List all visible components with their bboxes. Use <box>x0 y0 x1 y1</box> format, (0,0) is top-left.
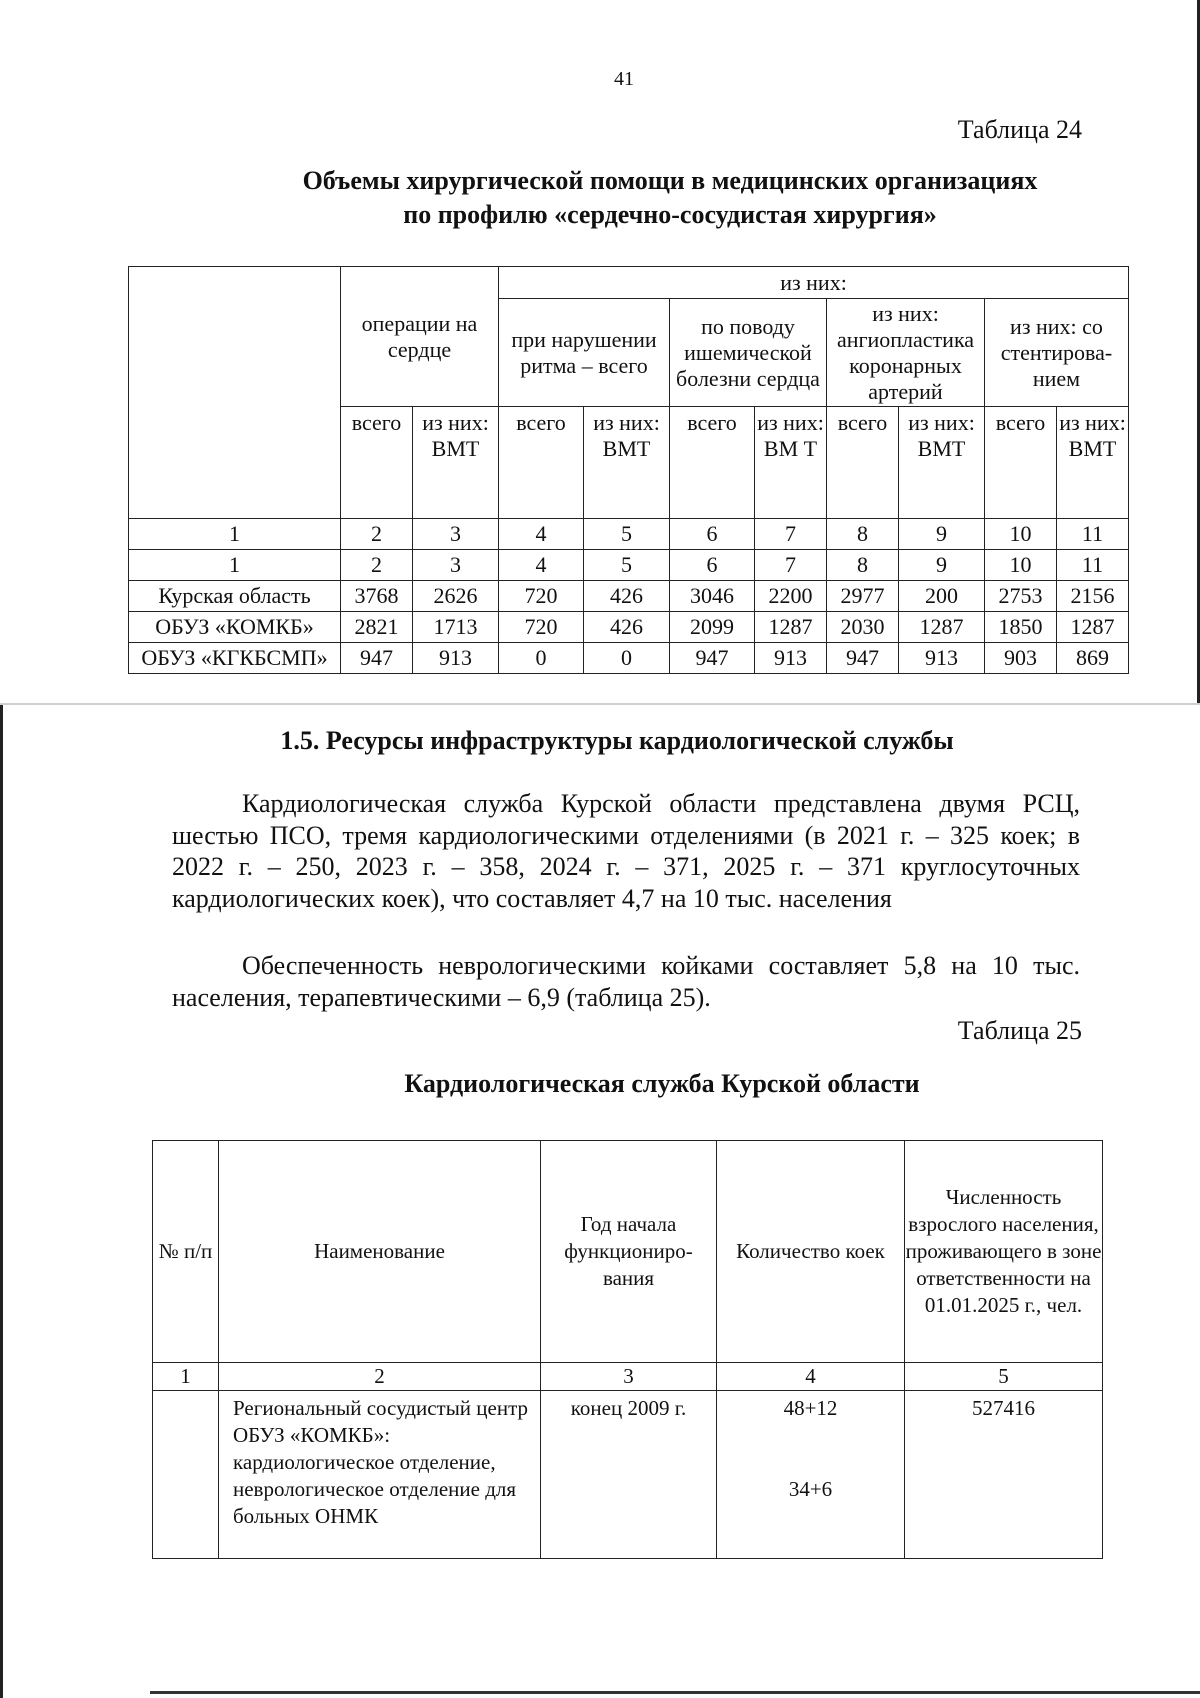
table-cell: 913 <box>755 643 827 674</box>
row-name-cell: Региональный сосудистый центр ОБУЗ «КОМКБ»: кардиологическое отделение, неврологическое отделение для больных ОНМК <box>219 1391 541 1559</box>
column-number: 5 <box>905 1363 1103 1391</box>
column-number: 7 <box>755 519 827 550</box>
subheader-total: всего <box>985 407 1057 519</box>
header-ischemic: по поводу ишемической болезни сердца <box>670 299 827 407</box>
column-number: 8 <box>827 519 899 550</box>
header-number: № п/п <box>153 1141 219 1363</box>
table-cell: 2753 <box>985 581 1057 612</box>
column-number: 2 <box>341 519 413 550</box>
column-number: 5 <box>584 519 670 550</box>
table-cell: 947 <box>827 643 899 674</box>
column-number: 1 <box>153 1363 219 1391</box>
row-number-cell <box>153 1391 219 1559</box>
header-angioplasty: из них: ангиопластика коронарных артерий <box>827 299 985 407</box>
row-label: Курская область <box>129 581 341 612</box>
table-24-title <box>0 164 1200 232</box>
paragraph-bed-provision: Обеспеченность неврологическими койками составляет 5,8 на 10 тыс. населения, терапевтическими – 6,9 (таблица 25). <box>172 951 1080 1012</box>
column-number: 3 <box>413 550 499 581</box>
column-number: 5 <box>584 550 670 581</box>
table-cell: 2200 <box>755 581 827 612</box>
column-number: 4 <box>499 519 584 550</box>
row-year-cell: конец 2009 г. <box>541 1391 717 1559</box>
column-number: 6 <box>670 519 755 550</box>
table-cell: 426 <box>584 612 670 643</box>
paragraph-cardiology-service: Кардиологическая служба Курской области представлена двумя РСЦ, шестью ПСО, тремя кардиологическими отделениями (в 2021 г. – 325 коек; в 2022 г. – 250, 2023 г. – 358, 2024 г. – 371, 2025 г. – 371 круглосуточных кардиологических коек), что составляет 4,7 на 10 тыс. населения <box>172 789 1080 913</box>
table-25-caption: Таблица 25 <box>957 1016 1082 1045</box>
table-cell: 913 <box>899 643 985 674</box>
header-iz-nih: из них: <box>499 267 1129 299</box>
column-number: 9 <box>899 550 985 581</box>
table-cell: 947 <box>670 643 755 674</box>
table-24 <box>128 266 1129 674</box>
table-24-title-line1: Объемы хирургической помощи в медицинских организациях <box>302 166 1038 195</box>
column-number: 9 <box>899 519 985 550</box>
table-24-title-line2: по профилю «сердечно-сосудистая хирургия» <box>403 200 937 229</box>
table-cell: 947 <box>341 643 413 674</box>
table-row <box>129 581 1129 612</box>
column-number-row <box>129 550 1129 581</box>
row-label: ОБУЗ «КОМКБ» <box>129 612 341 643</box>
column-number: 4 <box>717 1363 905 1391</box>
column-number-row <box>129 519 1129 550</box>
table-row <box>129 643 1129 674</box>
beds-cardiology: 48+12 <box>783 1396 838 1420</box>
table-24-caption: Таблица 24 <box>957 115 1082 144</box>
row-population-cell: 527416 <box>905 1391 1103 1559</box>
column-number: 3 <box>541 1363 717 1391</box>
subheader-total: всего <box>670 407 755 519</box>
column-number: 4 <box>499 550 584 581</box>
column-number: 6 <box>670 550 755 581</box>
header-name: Наименование <box>219 1141 541 1363</box>
table-cell: 2626 <box>413 581 499 612</box>
table-cell: 1287 <box>899 612 985 643</box>
subheader-vmt: из них: ВМТ <box>899 407 985 519</box>
table-cell: 2977 <box>827 581 899 612</box>
scan-border-bottom <box>150 1691 1200 1694</box>
table-row <box>129 612 1129 643</box>
table-25-title: Кардиологическая служба Курской области <box>404 1069 920 1098</box>
column-number: 1 <box>129 519 341 550</box>
table-cell: 903 <box>985 643 1057 674</box>
row-label: ОБУЗ «КГКБСМП» <box>129 643 341 674</box>
table-cell: 0 <box>499 643 584 674</box>
column-number: 10 <box>985 519 1057 550</box>
header-stenting: из них: со стентирова-нием <box>985 299 1129 407</box>
column-number: 10 <box>985 550 1057 581</box>
table-cell: 426 <box>584 581 670 612</box>
table-cell: 2156 <box>1057 581 1129 612</box>
table-cell: 913 <box>413 643 499 674</box>
table-cell: 869 <box>1057 643 1129 674</box>
table-cell: 2099 <box>670 612 755 643</box>
table-cell: 720 <box>499 581 584 612</box>
table-cell: 2030 <box>827 612 899 643</box>
table-cell: 1287 <box>1057 612 1129 643</box>
subheader-vmt: из них: ВМТ <box>584 407 670 519</box>
table-cell: 3046 <box>670 581 755 612</box>
table-cell: 200 <box>899 581 985 612</box>
header-start-year: Год начала функциониро-вания <box>541 1141 717 1363</box>
header-population: Численность взрослого населения, проживающего в зоне ответственности на 01.01.2025 г., чел. <box>905 1141 1103 1363</box>
column-number: 8 <box>827 550 899 581</box>
beds-neurology: 34+6 <box>788 1477 833 1501</box>
table-cell: 1713 <box>413 612 499 643</box>
column-number: 1 <box>129 550 341 581</box>
header-bed-count: Количество коек <box>717 1141 905 1363</box>
column-number: 3 <box>413 519 499 550</box>
table-cell: 3768 <box>341 581 413 612</box>
header-operations: операции на сердце <box>341 267 499 407</box>
table-cell: 1287 <box>755 612 827 643</box>
table-25 <box>152 1140 1103 1559</box>
table-cell: 0 <box>584 643 670 674</box>
subheader-vmt: из них: ВМТ <box>1057 407 1129 519</box>
row-beds-cell <box>717 1391 905 1559</box>
subheader-total: всего <box>827 407 899 519</box>
column-number: 2 <box>341 550 413 581</box>
header-rhythm: при нарушении ритма – всего <box>499 299 670 407</box>
scan-seam <box>0 703 1200 705</box>
table-cell: 720 <box>499 612 584 643</box>
table-24-corner-cell <box>129 267 341 519</box>
subheader-total: всего <box>499 407 584 519</box>
subheader-vmt: из них: ВМТ <box>413 407 499 519</box>
column-number: 11 <box>1057 550 1129 581</box>
table-cell: 1850 <box>985 612 1057 643</box>
subheader-vmt: из них: ВМ Т <box>755 407 827 519</box>
table-cell: 2821 <box>341 612 413 643</box>
column-number: 2 <box>219 1363 541 1391</box>
scan-border-left <box>0 705 3 1698</box>
subheader-total: всего <box>341 407 413 519</box>
column-number: 7 <box>755 550 827 581</box>
page-number: 41 <box>614 68 634 90</box>
section-heading: 1.5. Ресурсы инфраструктуры кардиологической службы <box>280 726 954 755</box>
column-number: 11 <box>1057 519 1129 550</box>
